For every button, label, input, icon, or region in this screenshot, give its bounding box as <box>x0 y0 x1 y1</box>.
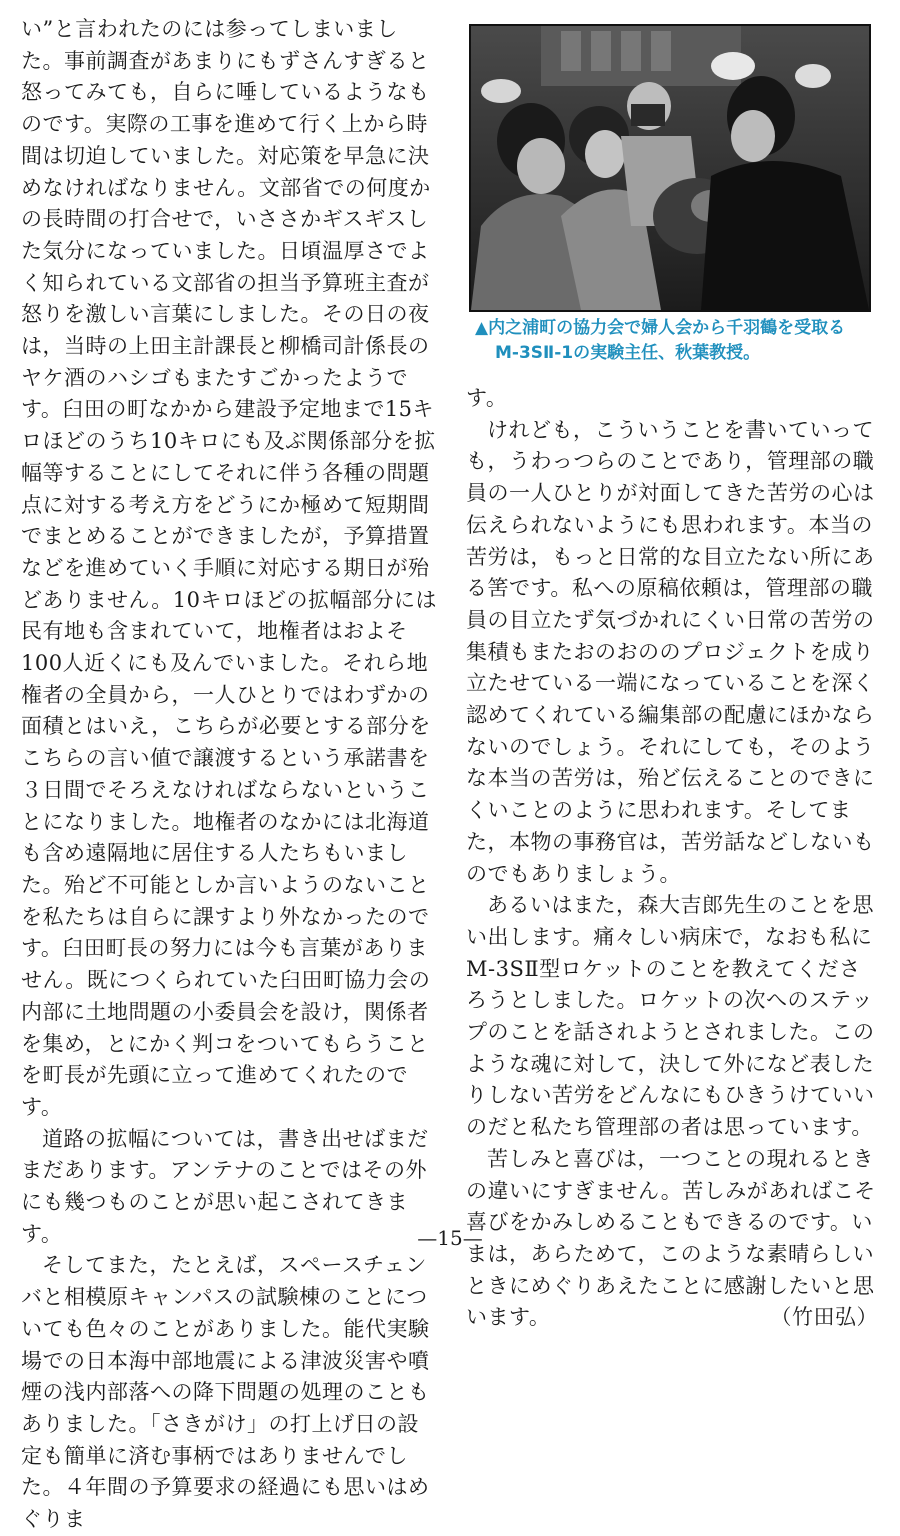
paragraph: 道路の拡幅については，書き出せばまだまだあります。アンテナのことではその外にも幾つものことが思い起こされてきます。 <box>21 1126 429 1246</box>
photo-icon <box>471 26 869 310</box>
author-signature: （竹田弘） <box>770 1305 878 1330</box>
left-text-column <box>21 14 439 1536</box>
paragraph: けれども，こういうことを書いていっても，うわっつらのことであり，管理部の職員の一人ひとりが対面してきた苦労の心は伝えられないようにも思われます。本当の苦労は，もっと日常的な目立たない所にある筈です。私への原稿依頼は，管理部の職員の目立たず気づかれにくい日常の苦労の集積もまたおのおののプロジェクトを成り立たせている一端になっていることを深く認めてくれている編集部の配慮にほかならないのでしょう。それにしても，そのような本当の苦労は，殆ど伝えることのできにくいことのように思われます。そしてまた，本物の事務官は，苦労話などしないものでもありましょう。 <box>466 417 875 886</box>
paragraph: そしてまた，たとえば，スペースチェンバと相模原キャンパスの試験棟のことについても色々のことがありました。能代実験場での日本海中部地震による津波災害や噴煙の浅内部落への降下問題の処理のこともありました。「さきがけ」の打上げ日の設定も簡単に済む事柄ではありませんでした。４年間の予算要求の経過にも思いはめぐりま <box>21 1253 430 1532</box>
paragraph: あるいはまた，森大吉郎先生のことを思い出します。痛々しい病床で，なおも私にM-3SⅡ型ロケットのことを教えてくださろうとしました。ロケットの次へのステップのことを話されようとされました。このような魂に対して，決して外になど表したりしない苦労をどんなにもひきうけていいのだと私たち管理部の者は思っています。 <box>466 893 875 1140</box>
page-number: —15— <box>417 1226 483 1250</box>
caption-line-1: ▲内之浦町の協力会で婦人会から千羽鶴を受取る <box>475 318 846 338</box>
right-text-column <box>466 383 878 1334</box>
paragraph: い”と言われたのには参ってしまいました。事前調査があまりにもずさんすぎると怒ってみても，自らに唾しているようなものです。実際の工事を進めて行く上から時間は切迫していました。対応策を早急に決めなければなりません。文部省での何度かの長時間の打合せで，いささかギスギスした気分になっていました。日頃温厚さでよく知られている文部省の担当予算班主査が怒りを激しい言葉にしました。その日の夜は，当時の上田主計課長と柳橋司計係長のヤケ酒のハシゴもまたすごかったようです。臼田の町なかから建設予定地まで15キロほどのうち10キロにも及ぶ関係部分を拡幅等することにしてそれに伴う各種の問題点に対する考え方をどうにか極めて短期間でまとめることができましたが，予算措置などを進めていく手順に対応する期日が殆どありません。10キロほどの拡幅部分には民有地も含まれていて，地権者はおよそ100人近くにも及んでいました。それら地権者の全員から，一人ひとりではわずかの面積とはいえ，こちらが必要とする部分をこちらの言い値で譲渡するという承諾書を３日間でそろえなければならないということになりました。地権者のなかには北海道も含め遠隔地に居住する人たちもいました。殆ど不可能としか言いようのないことを私たちは自らに課すより外なかったのです。臼田町長の努力には今も言葉がありません。既につくられていた臼田町協力会の内部に土地問題の小委員会を設け，関係者を集め，とにかく判コをついてもらうことを町長が先頭に立って進めてくれたのです。 <box>21 17 437 1119</box>
photo <box>469 24 871 312</box>
photo-caption <box>475 316 885 366</box>
paragraph-text: 苦しみと喜びは，一つことの現れるときの違いにすぎません。苦しみがあればこそ喜びをかみしめることもできるのです。いまは，あらためて，このような素晴らしいときにめぐりあえたことに感謝したいと思います。 <box>466 1146 876 1330</box>
paragraph: す。 <box>466 386 508 410</box>
caption-line-2: M-3SⅡ-1の実験主任、秋葉教授。 <box>495 343 761 363</box>
